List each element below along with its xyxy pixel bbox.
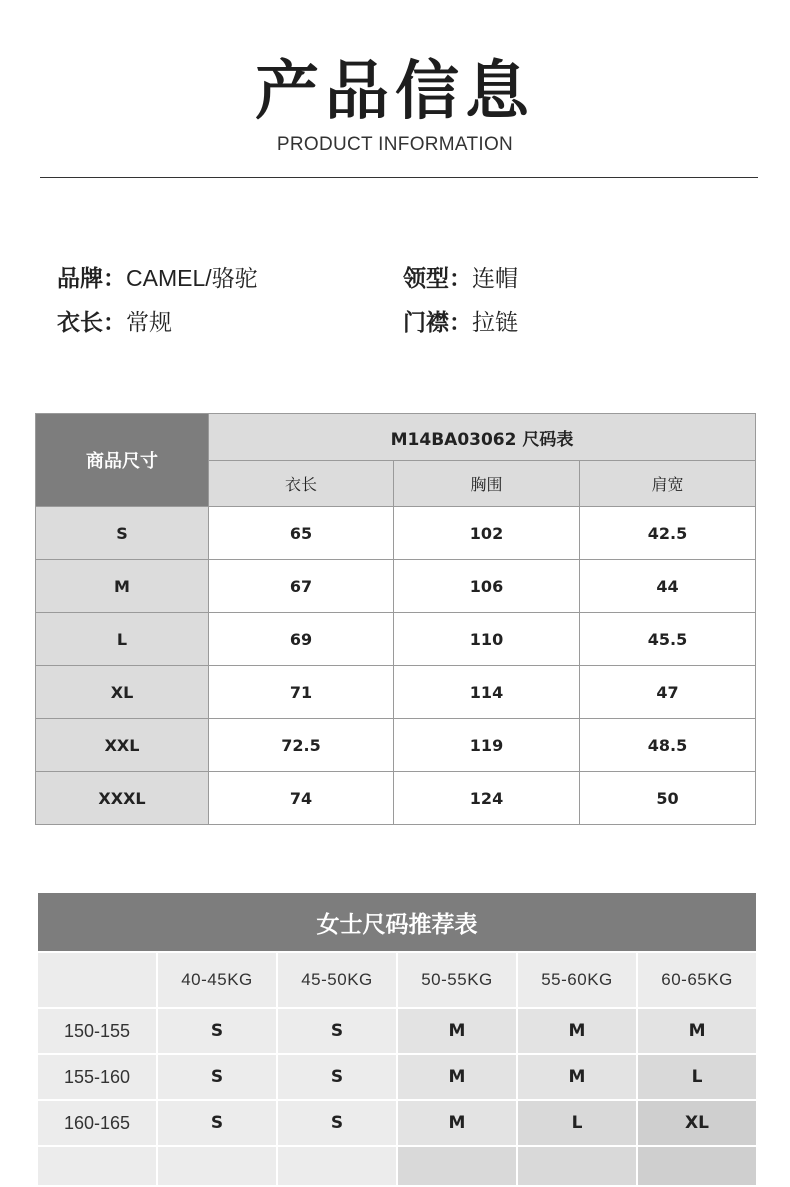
height-label: 150-155 xyxy=(37,1008,157,1054)
info-collar-label: 领型： xyxy=(403,266,472,292)
size-cell: 45.5 xyxy=(580,613,756,666)
info-length-label: 衣长： xyxy=(57,310,126,336)
info-length-value: 常规 xyxy=(126,309,172,335)
size-col-header: 衣长 xyxy=(209,461,394,507)
size-cell: 106 xyxy=(394,560,580,613)
recommended-size: S xyxy=(277,1054,397,1100)
height-label: 160-165 xyxy=(37,1100,157,1146)
size-row-label: M xyxy=(36,560,209,613)
size-cell: 47 xyxy=(580,666,756,719)
recommended-size: M xyxy=(517,1008,637,1054)
weight-header: 40-45KG xyxy=(157,952,277,1008)
table-row xyxy=(37,1008,757,1054)
recommended-size: S xyxy=(157,1100,277,1146)
size-cell: 72.5 xyxy=(209,719,394,772)
info-placket-label: 门襟： xyxy=(403,310,472,336)
size-row-label: XL xyxy=(36,666,209,719)
recommended-size: L xyxy=(517,1100,637,1146)
recommended-size: M xyxy=(637,1008,757,1054)
size-col-header: 胸围 xyxy=(394,461,580,507)
info-brand-value: CAMEL/骆驼 xyxy=(126,265,258,291)
recommendation-title: 女士尺码推荐表 xyxy=(37,893,757,952)
page-subtitle: PRODUCT INFORMATION xyxy=(276,134,514,155)
size-cell: 74 xyxy=(209,772,394,825)
recommended-size: L xyxy=(637,1054,757,1100)
table-row xyxy=(37,1054,757,1100)
size-cell: 44 xyxy=(580,560,756,613)
table-row xyxy=(36,560,756,613)
size-cell: 48.5 xyxy=(580,719,756,772)
info-collar-value: 连帽 xyxy=(472,265,518,291)
recommended-size: XL xyxy=(637,1100,757,1146)
size-chart-model-title: M14BA03062 尺码表 xyxy=(209,414,756,461)
size-recommendation-table xyxy=(36,893,758,1187)
size-row-label: S xyxy=(36,507,209,560)
info-placket-value: 拉链 xyxy=(472,309,518,335)
info-brand xyxy=(57,260,258,293)
table-row xyxy=(37,1100,757,1146)
size-corner-label: 商品尺寸 xyxy=(36,414,209,507)
page-title: 产品信息 xyxy=(255,55,535,129)
recommended-size xyxy=(277,1146,397,1186)
recommended-size xyxy=(157,1146,277,1186)
info-length xyxy=(57,304,172,337)
weight-header: 50-55KG xyxy=(397,952,517,1008)
size-cell: 110 xyxy=(394,613,580,666)
size-chart-table xyxy=(35,413,756,825)
recommended-size: S xyxy=(157,1054,277,1100)
size-cell: 102 xyxy=(394,507,580,560)
recommended-size: M xyxy=(397,1008,517,1054)
weight-header: 60-65KG xyxy=(637,952,757,1008)
size-cell: 67 xyxy=(209,560,394,613)
table-row xyxy=(36,666,756,719)
weight-header: 55-60KG xyxy=(517,952,637,1008)
size-cell: 69 xyxy=(209,613,394,666)
size-row-label: XXXL xyxy=(36,772,209,825)
size-cell: 65 xyxy=(209,507,394,560)
recommendation-corner xyxy=(37,952,157,1008)
recommended-size: S xyxy=(157,1008,277,1054)
size-cell: 119 xyxy=(394,719,580,772)
info-collar xyxy=(403,260,518,293)
info-placket xyxy=(403,304,518,337)
info-brand-label: 品牌： xyxy=(57,266,126,292)
header-divider xyxy=(40,177,758,178)
size-cell: 50 xyxy=(580,772,756,825)
size-cell: 71 xyxy=(209,666,394,719)
recommended-size xyxy=(397,1146,517,1186)
recommended-size: M xyxy=(397,1054,517,1100)
recommended-size: M xyxy=(397,1100,517,1146)
size-row-label: L xyxy=(36,613,209,666)
table-row xyxy=(37,1146,757,1186)
recommended-size: S xyxy=(277,1008,397,1054)
recommended-size xyxy=(517,1146,637,1186)
size-cell: 42.5 xyxy=(580,507,756,560)
size-row-label: XXL xyxy=(36,719,209,772)
recommended-size xyxy=(637,1146,757,1186)
size-col-header: 肩宽 xyxy=(580,461,756,507)
table-row xyxy=(36,613,756,666)
height-label xyxy=(37,1146,157,1186)
recommended-size: M xyxy=(517,1054,637,1100)
recommended-size: S xyxy=(277,1100,397,1146)
table-row xyxy=(36,719,756,772)
height-label: 155-160 xyxy=(37,1054,157,1100)
table-row xyxy=(36,772,756,825)
size-cell: 124 xyxy=(394,772,580,825)
size-cell: 114 xyxy=(394,666,580,719)
table-row xyxy=(36,507,756,560)
weight-header: 45-50KG xyxy=(277,952,397,1008)
